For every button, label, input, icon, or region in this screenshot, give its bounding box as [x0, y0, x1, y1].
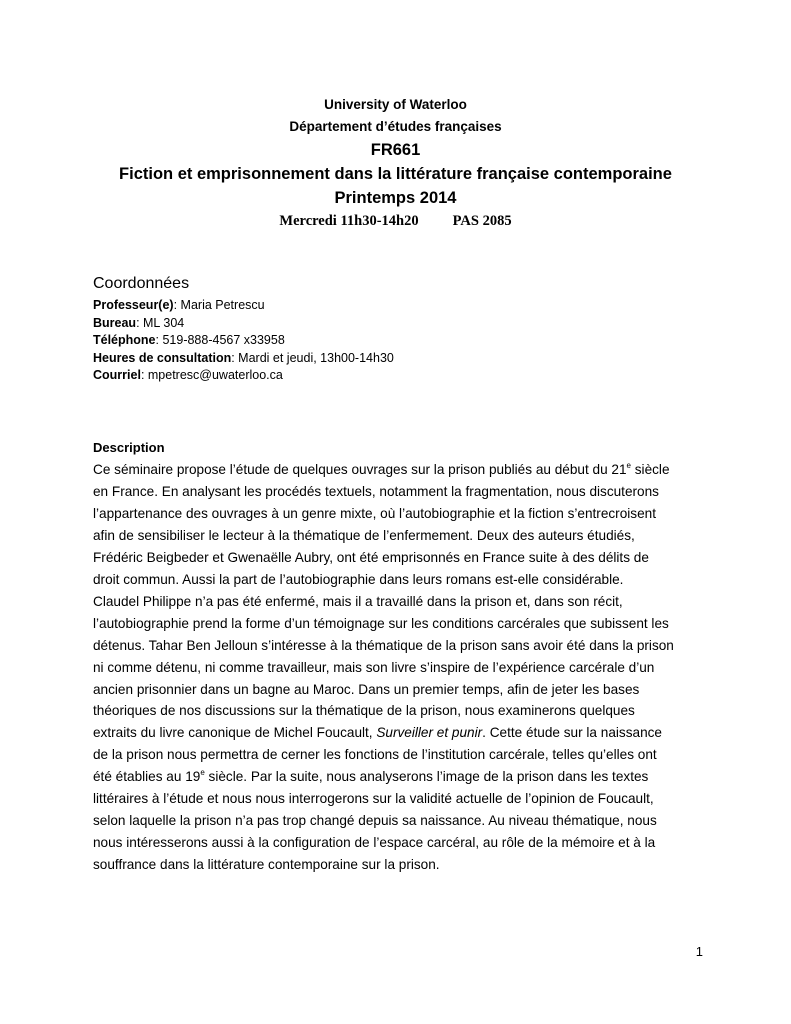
- text-run: siècle: [630, 462, 670, 477]
- description-line: détenus. Tahar Ben Jelloun s’intéresse à la thématique de la prison sans avoir été dans la prison: [93, 637, 674, 653]
- description-line: selon laquelle la prison n’a pas trop changé depuis sa naissance. Au niveau thématique, nous: [93, 813, 657, 829]
- contact-line-office-hours: [93, 350, 713, 368]
- contact-label: Courriel: [93, 368, 141, 382]
- description-line: théoriques de nos discussions sur la thématique de la prison, nous examinerons quelques: [93, 703, 635, 719]
- contact-label: Heures de consultation: [93, 350, 232, 365]
- superscript: e: [626, 461, 631, 470]
- document-header: [0, 94, 791, 232]
- contact-value: : Maria Petrescu: [173, 298, 265, 312]
- description-body: [93, 459, 715, 876]
- department-name: Département d’études françaises: [289, 119, 502, 134]
- description-section: [93, 438, 715, 876]
- contact-value: : ML 304: [136, 315, 185, 330]
- description-line: [93, 459, 715, 481]
- description-line: littéraires à l’étude et nous nous interrogerons sur la validité actuelle de l’opinion de Foucault,: [93, 791, 654, 807]
- contact-heading: Coordonnées: [93, 275, 190, 292]
- description-line: [93, 766, 715, 788]
- contact-line-professor: [93, 297, 713, 315]
- description-line: de la prison nous permettra de cerner les fonctions de l’institution carcérale, telles qu’elles ont: [93, 747, 657, 763]
- contact-line-office: [93, 315, 713, 333]
- contact-value: : mpetresc@uwaterloo.ca: [140, 368, 283, 382]
- course-term: Printemps 2014: [334, 189, 457, 207]
- course-code: FR661: [370, 141, 421, 159]
- contact-section: [93, 272, 713, 385]
- description-heading: Description: [93, 440, 165, 455]
- text-run: . Cette étude sur la naissance: [482, 725, 662, 741]
- description-line: afin de sensibiliser le lecteur à la thématique de l’enfermement. Deux des auteurs étudiés,: [93, 527, 635, 543]
- description-line: l’appartenance des ouvrages à un genre mixte, où l’autobiographie et la fiction s’entrecroisent: [93, 505, 656, 521]
- contact-line-email: [93, 367, 713, 385]
- description-line: Frédéric Beigbeder et Gwenaëlle Aubry, ont été emprisonnés en France suite à des délits de: [93, 549, 649, 565]
- page-number: 1: [695, 944, 703, 959]
- description-line: [93, 722, 715, 744]
- contact-line-phone: [93, 332, 713, 350]
- description-line: ni comme détenu, ni comme travailleur, mais son livre s’inspire de l’expérience carcérale d’un: [93, 659, 655, 675]
- description-line: Claudel Philippe n’a pas été enfermé, mais il a travaillé dans la prison et, dans son récit,: [93, 593, 623, 609]
- superscript: e: [200, 768, 205, 778]
- schedule-time: Mercredi 11h30-14h20: [279, 213, 419, 229]
- contact-label: Bureau: [93, 315, 137, 330]
- text-run: Ce séminaire propose l’étude de quelques ouvrages sur la prison publiés au début du 21: [93, 462, 627, 477]
- course-schedule: [0, 210, 791, 232]
- contact-label: Téléphone: [93, 333, 156, 347]
- university-name: University of Waterloo: [324, 97, 467, 112]
- description-line: nous intéresserons aussi à la configuration de l’espace carcéral, au rôle de la mémoire et à la: [93, 835, 656, 851]
- text-run: été établies au 19: [93, 769, 201, 785]
- contact-label: Professeur(e): [93, 298, 174, 312]
- description-line: en France. En analysant les procédés textuels, notamment la fragmentation, nous discuterons: [93, 483, 659, 499]
- contact-value: : Mardi et jeudi, 13h00-14h30: [231, 350, 394, 365]
- text-run: extraits du livre canonique de Michel Foucault,: [93, 725, 377, 741]
- schedule-room: PAS 2085: [452, 213, 512, 229]
- text-run: siècle. Par la suite, nous analyserons l’image de la prison dans les textes: [204, 769, 649, 785]
- description-line: souffrance dans la littérature contemporaine sur la prison.: [93, 857, 440, 873]
- description-line: ancien prisonnier dans un bagne au Maroc. Dans un premier temps, afin de jeter les bases: [93, 681, 640, 697]
- book-title: Surveiller et punir: [376, 725, 483, 741]
- course-title: Fiction et emprisonnement dans la littérature française contemporaine: [119, 165, 672, 183]
- description-line: l’autobiographie prend la forme d’un témoignage sur les conditions carcérales que subissent les: [93, 615, 669, 631]
- contact-value: : 519-888-4567 x33958: [155, 333, 285, 347]
- description-line: droit commun. Aussi la part de l’autobiographie dans leurs romans est-elle considérable.: [93, 571, 624, 587]
